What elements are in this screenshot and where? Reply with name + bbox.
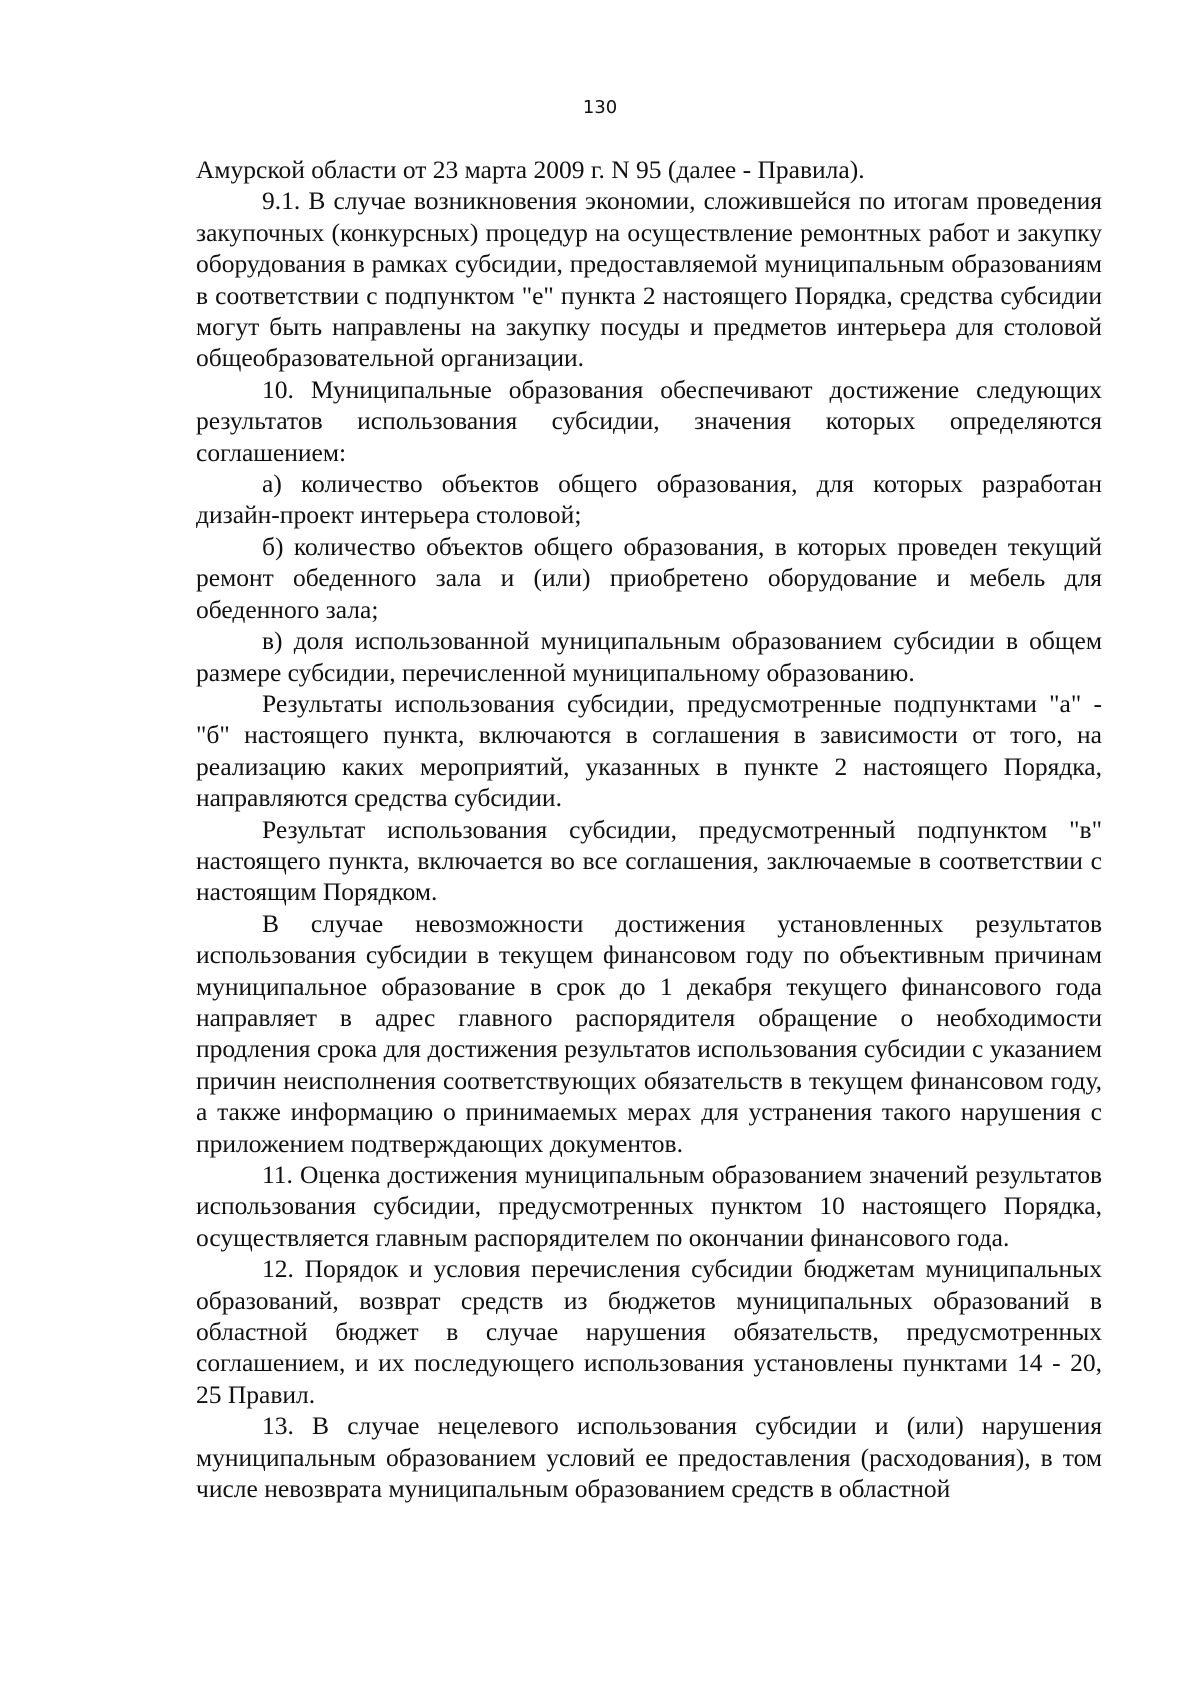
paragraph-continuation: Амурской области от 23 марта 2009 г. N 95 (далее - Правила).	[196, 155, 865, 184]
paragraph-results-a-b: Результаты использования субсидии, предусмотренные подпунктами "а" - "б" настоящего пункта, включаются в соглашения в зависимости от того, на реализацию каких мероприятий, указанных в пункте 2 настоящего Порядка, направляются средства субсидии.	[196, 688, 1102, 813]
paragraph-9-1: 9.1. В случае возникновения экономии, сложившейся по итогам проведения закупочных (конкурсных) процедур на осуществление ремонтных работ и закупку оборудования в рамках субсидии, предоставляемой муниципальным образованиям в соответствии с подпунктом "е" пункта 2 настоящего Порядка, средства субсидии могут быть направлены на закупку посуды и предметов интерьера для столовой общеобразовательной организации.	[196, 186, 1102, 373]
paragraph-10-v: в) доля использованной муниципальным образованием субсидии в общем размере субсидии, перечисленной муниципальному образованию.	[196, 626, 1102, 687]
paragraph-13: 13. В случае нецелевого использования субсидии и (или) нарушения муниципальным образованием условий ее предоставления (расходования), в том числе невозврата муниципальным образованием средств в областной	[196, 1411, 1102, 1504]
paragraph-impossibility: В случае невозможности достижения установленных результатов использования субсидии в текущем финансовом году по объективным причинам муниципальное образование в срок до 1 декабря текущего финансового года направляет в адрес главного распорядителя обращение о необходимости продления срока для достижения результатов использования субсидии с указанием причин неисполнения соответствующих обязательств в текущем финансовом году, а также информацию о принимаемых мерах для устранения такого нарушения с приложением подтверждающих документов.	[196, 908, 1102, 1158]
paragraph-result-v: Результат использования субсидии, предусмотренный подпунктом "в" настоящего пункта, включается во все соглашения, заключаемые в соответствии с настоящим Порядком.	[196, 814, 1102, 907]
page-number: 130	[582, 97, 618, 118]
paragraph-12: 12. Порядок и условия перечисления субсидии бюджетам муниципальных образований, возврат средств из бюджетов муниципальных образований в областной бюджет в случае нарушения обязательств, предусмотренных соглашением, и их последующего использования установлены пунктами 14 - 20, 25 Правил.	[196, 1254, 1102, 1409]
document-body	[196, 154, 1102, 1504]
paragraph-10-a: а) количество объектов общего образования, для которых разработан дизайн-проект интерьера столовой;	[196, 469, 1102, 530]
paragraph-10-b: б) количество объектов общего образования, в которых проведен текущий ремонт обеденного зала и (или) приобретено оборудование и мебель для обеденного зала;	[196, 531, 1102, 624]
paragraph-11: 11. Оценка достижения муниципальным образованием значений результатов использования субсидии, предусмотренных пунктом 10 настоящего Порядка, осуществляется главным распорядителем по окончании финансового года.	[196, 1160, 1102, 1252]
paragraph-10: 10. Муниципальные образования обеспечивают достижение следующих результатов использования субсидии, значения которых определяются соглашением:	[196, 374, 1102, 467]
